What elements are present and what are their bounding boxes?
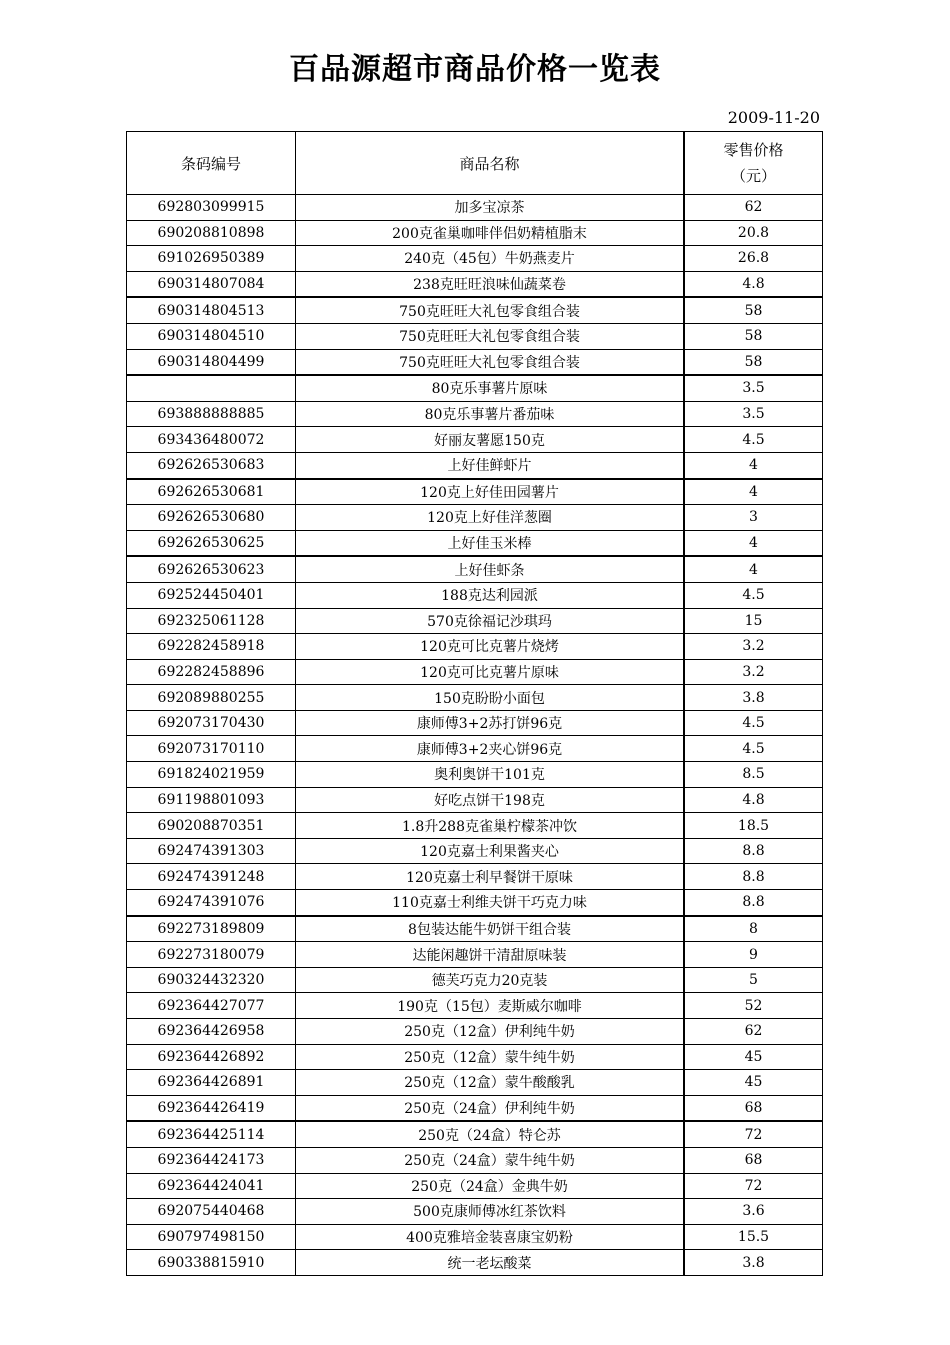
price-cell: 4.5 [684,427,823,453]
table-row [127,479,823,505]
page-title: 百品源超市商品价格一览表 [289,52,661,87]
price-cell: 4.5 [684,582,823,608]
product-name-cell: 康师傅3+2夹心饼96克 [296,736,685,762]
product-name-cell: 德芙巧克力20克装 [296,967,685,993]
barcode-cell: 692474391303 [127,838,296,864]
product-name-cell: 上好佳玉米棒 [296,530,685,556]
price-cell: 58 [684,349,823,375]
product-name-cell: 120克嘉士利早餐饼干原味 [296,864,685,890]
barcode-cell: 692273180079 [127,942,296,968]
product-name-cell: 250克（24盒）特仑苏 [296,1121,685,1147]
header-retail-price-label: 零售价格 [723,141,784,159]
price-cell: 8.8 [684,890,823,916]
barcode-cell: 691026950389 [127,246,296,272]
date-label: 2009-11-20 [727,108,820,127]
price-cell: 52 [684,993,823,1019]
table-row [127,1199,823,1225]
barcode-cell: 692364426419 [127,1095,296,1121]
table-row [127,505,823,531]
barcode-cell: 692364427077 [127,993,296,1019]
product-name-cell: 奥利奥饼干101克 [296,762,685,788]
barcode-cell: 692626530680 [127,505,296,531]
barcode-cell: 692364425114 [127,1121,296,1147]
price-cell: 4.5 [684,736,823,762]
price-cell: 45 [684,1044,823,1070]
table-row [127,659,823,685]
barcode-cell: 692364426892 [127,1044,296,1070]
header-barcode: 条码编号 [127,132,296,195]
price-cell: 3 [684,505,823,531]
price-cell: 3.8 [684,685,823,711]
price-cell: 58 [684,297,823,323]
barcode-cell: 692626530681 [127,479,296,505]
price-cell: 72 [684,1121,823,1147]
product-name-cell: 上好佳虾条 [296,556,685,582]
table-row [127,1019,823,1045]
barcode-cell: 690314804513 [127,297,296,323]
product-name-cell: 1.8升288克雀巢柠檬茶冲饮 [296,813,685,839]
price-cell: 4 [684,479,823,505]
product-name-cell: 250克（24盒）金典牛奶 [296,1173,685,1199]
price-cell: 15 [684,608,823,634]
product-name-cell: 80克乐事薯片番茄味 [296,401,685,427]
table-row [127,427,823,453]
product-name-cell: 500克康师傅冰红茶饮料 [296,1199,685,1225]
table-row [127,1070,823,1096]
product-name-cell: 240克（45包）牛奶燕麦片 [296,246,685,272]
barcode-cell: 690314804510 [127,323,296,349]
product-name-cell: 250克（12盒）蒙牛纯牛奶 [296,1044,685,1070]
price-cell: 72 [684,1173,823,1199]
table-row [127,864,823,890]
table-row [127,685,823,711]
table-row [127,710,823,736]
barcode-cell: 690208810898 [127,220,296,246]
barcode-cell: 690324432320 [127,967,296,993]
product-name-cell: 8包装达能牛奶饼干组合装 [296,916,685,942]
product-name-cell: 统一老坛酸菜 [296,1250,685,1276]
product-name-cell: 188克达利园派 [296,582,685,608]
product-name-cell: 250克（12盒）蒙牛酸酸乳 [296,1070,685,1096]
barcode-cell: 693888888885 [127,401,296,427]
price-cell: 3.2 [684,634,823,660]
barcode-cell: 692364426958 [127,1019,296,1045]
table-row [127,401,823,427]
product-name-cell: 达能闲趣饼干清甜原味装 [296,942,685,968]
table-row [127,762,823,788]
table-row [127,556,823,582]
price-cell: 3.6 [684,1199,823,1225]
price-cell: 15.5 [684,1224,823,1250]
barcode-cell: 691198801093 [127,787,296,813]
table-row [127,271,823,297]
table-row [127,1147,823,1173]
price-cell: 3.2 [684,659,823,685]
price-cell: 62 [684,1019,823,1045]
product-name-cell: 上好佳鲜虾片 [296,452,685,478]
price-table [126,131,823,1276]
product-name-cell: 120克上好佳田园薯片 [296,479,685,505]
price-cell: 68 [684,1147,823,1173]
table-row [127,1121,823,1147]
product-name-cell: 250克（24盒）蒙牛纯牛奶 [296,1147,685,1173]
price-cell: 8 [684,916,823,942]
table-row [127,942,823,968]
table-row [127,813,823,839]
barcode-cell: 692073170430 [127,710,296,736]
table-header-row [127,132,823,195]
product-name-cell: 好吃点饼干198克 [296,787,685,813]
price-cell: 45 [684,1070,823,1096]
barcode-cell: 692626530623 [127,556,296,582]
price-cell: 3.5 [684,375,823,401]
product-name-cell: 750克旺旺大礼包零食组合装 [296,349,685,375]
price-cell: 4 [684,530,823,556]
price-cell: 4 [684,556,823,582]
table-row [127,1250,823,1276]
barcode-cell: 692364426891 [127,1070,296,1096]
price-cell: 26.8 [684,246,823,272]
product-name-cell: 190克（15包）麦斯威尔咖啡 [296,993,685,1019]
product-name-cell: 120克嘉士利果酱夹心 [296,838,685,864]
barcode-cell: 692073170110 [127,736,296,762]
barcode-cell: 692364424173 [127,1147,296,1173]
product-name-cell: 康师傅3+2苏打饼96克 [296,710,685,736]
barcode-cell: 692075440468 [127,1199,296,1225]
table-row [127,1095,823,1121]
barcode-cell: 692273189809 [127,916,296,942]
price-cell: 3.5 [684,401,823,427]
table-body [127,195,823,1276]
barcode-cell: 692626530683 [127,452,296,478]
barcode-cell: 692474391248 [127,864,296,890]
product-name-cell: 200克雀巢咖啡伴侣奶精植脂末 [296,220,685,246]
barcode-cell: 690314807084 [127,271,296,297]
table-row [127,736,823,762]
table-row [127,246,823,272]
table-row [127,323,823,349]
price-cell: 8.8 [684,838,823,864]
header-product-name: 商品名称 [296,132,685,195]
price-cell: 20.8 [684,220,823,246]
table-row [127,195,823,221]
price-cell: 68 [684,1095,823,1121]
product-name-cell: 570克徐福记沙琪玛 [296,608,685,634]
barcode-cell: 690208870351 [127,813,296,839]
price-cell: 8.5 [684,762,823,788]
header-retail-price [684,132,823,195]
product-name-cell: 150克盼盼小面包 [296,685,685,711]
product-name-cell: 750克旺旺大礼包零食组合装 [296,297,685,323]
table-row [127,916,823,942]
product-name-cell: 250克（24盒）伊利纯牛奶 [296,1095,685,1121]
price-cell: 18.5 [684,813,823,839]
price-cell: 4 [684,452,823,478]
product-name-cell: 120克可比克薯片原味 [296,659,685,685]
price-cell: 4.8 [684,271,823,297]
table-row [127,890,823,916]
table-row [127,634,823,660]
table-row [127,967,823,993]
barcode-cell: 692626530625 [127,530,296,556]
price-cell: 62 [684,195,823,221]
barcode-cell: 692524450401 [127,582,296,608]
price-cell: 58 [684,323,823,349]
barcode-cell: 692282458896 [127,659,296,685]
table-row [127,1173,823,1199]
table-row [127,1044,823,1070]
product-name-cell: 好丽友薯愿150克 [296,427,685,453]
barcode-cell: 692089880255 [127,685,296,711]
table-row [127,297,823,323]
barcode-cell: 692325061128 [127,608,296,634]
product-name-cell: 238克旺旺浪味仙蔬菜卷 [296,271,685,297]
product-name-cell: 400克雅培金装喜康宝奶粉 [296,1224,685,1250]
table-row [127,530,823,556]
product-name-cell: 250克（12盒）伊利纯牛奶 [296,1019,685,1045]
barcode-cell: 691824021959 [127,762,296,788]
barcode-cell: 692282458918 [127,634,296,660]
price-cell: 9 [684,942,823,968]
barcode-cell: 692803099915 [127,195,296,221]
barcode-cell: 692364424041 [127,1173,296,1199]
product-name-cell: 加多宝凉茶 [296,195,685,221]
table-row [127,993,823,1019]
barcode-cell: 692474391076 [127,890,296,916]
price-cell: 8.8 [684,864,823,890]
price-cell: 5 [684,967,823,993]
table-row [127,608,823,634]
product-name-cell: 120克上好佳洋葱圈 [296,505,685,531]
header-price-unit: （元） [730,167,776,185]
table-row [127,787,823,813]
barcode-cell: 693436480072 [127,427,296,453]
barcode-cell: 690314804499 [127,349,296,375]
table-row [127,1224,823,1250]
product-name-cell: 120克可比克薯片烧烤 [296,634,685,660]
barcode-cell [127,375,296,401]
table-row [127,452,823,478]
product-name-cell: 80克乐事薯片原味 [296,375,685,401]
product-name-cell: 750克旺旺大礼包零食组合装 [296,323,685,349]
price-cell: 3.8 [684,1250,823,1276]
table-row [127,838,823,864]
price-cell: 4.5 [684,710,823,736]
price-cell: 4.8 [684,787,823,813]
table-row [127,375,823,401]
table-row [127,582,823,608]
table-row [127,349,823,375]
table-row [127,220,823,246]
barcode-cell: 690338815910 [127,1250,296,1276]
product-name-cell: 110克嘉士利维夫饼干巧克力味 [296,890,685,916]
barcode-cell: 690797498150 [127,1224,296,1250]
